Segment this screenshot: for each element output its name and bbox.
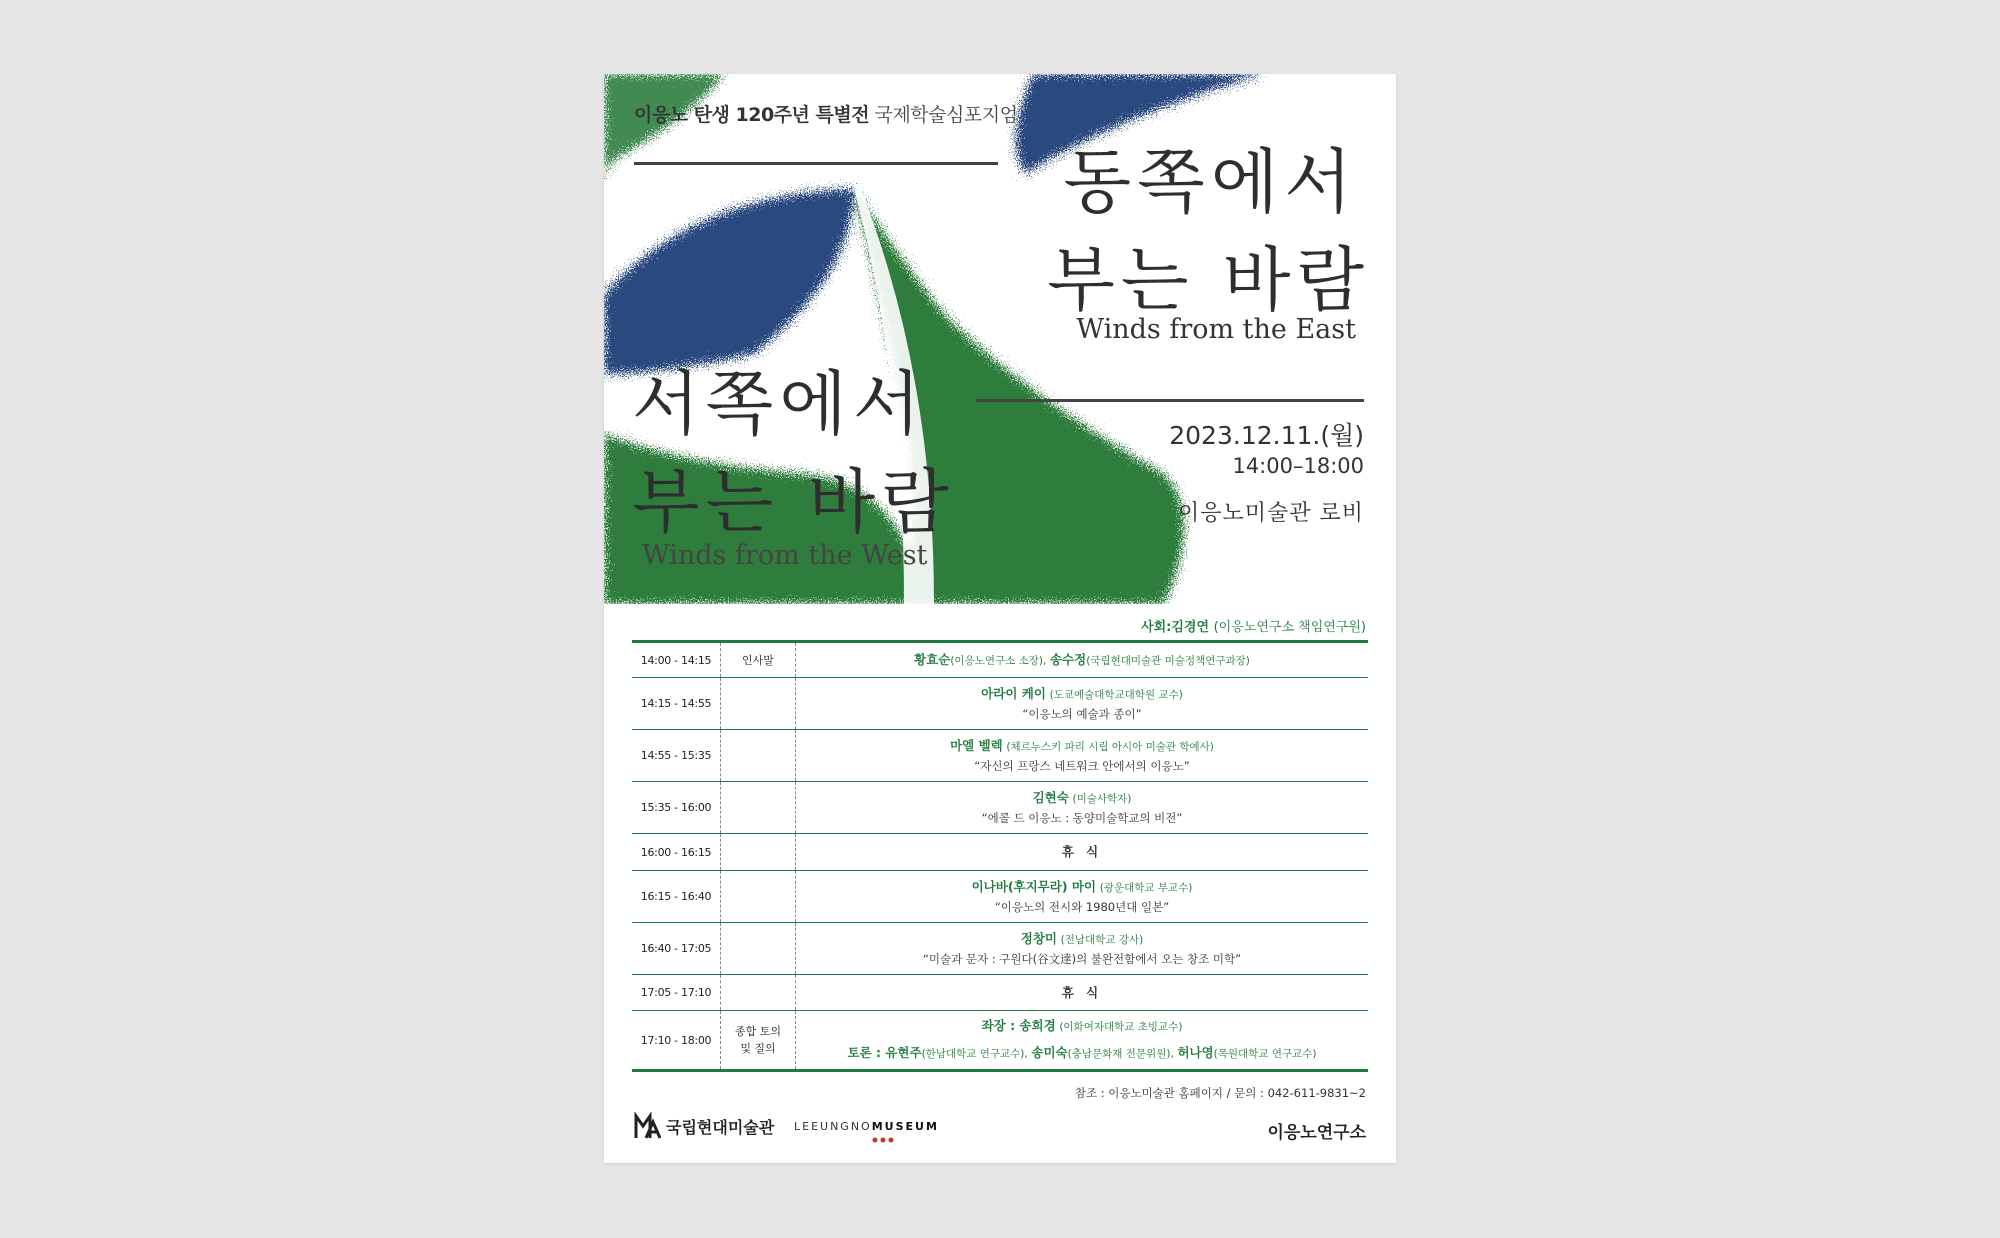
talk-title: “미술과 문자 : 구원다(谷文達)의 불완전함에서 오는 창조 미학”	[922, 951, 1242, 966]
contact-reference: 참조 : 이응노미술관 홈페이지 / 문의 : 042-611-9831~2	[1074, 1086, 1366, 1100]
row-content	[796, 782, 1369, 834]
title-east-english: Winds from the East	[1076, 314, 1356, 345]
row-time: 16:15 - 16:40	[632, 871, 721, 923]
talk-title: “자신의 프랑스 네트워크 안에서의 이응노”	[974, 758, 1190, 773]
title-west-line1: 서쪽에서	[632, 363, 927, 445]
row-kind	[721, 871, 796, 923]
mmca-mark-icon	[634, 1112, 662, 1140]
poster	[604, 74, 1396, 1163]
talk-title: “이응노의 예술과 종이”	[1022, 706, 1142, 721]
chair-name: 좌장 : 송희경	[981, 1018, 1056, 1033]
event-venue: 이응노미술관 로비	[1177, 501, 1364, 526]
panelist-name: 토론 : 유현주	[847, 1045, 922, 1060]
speaker-name: 아라이 케이	[981, 685, 1046, 701]
speaker-affiliation: (도쿄예술대학교대학원 교수)	[1049, 688, 1183, 701]
break-label: 휴 식	[1061, 984, 1103, 1000]
event-date: 2023.12.11.(월)	[1169, 421, 1364, 450]
table-row	[632, 923, 1368, 975]
row-content	[796, 730, 1369, 782]
panelist-affiliation: (목원대학교 연구교수)	[1213, 1048, 1317, 1060]
chair-affiliation: (이화여자대학교 초빙교수)	[1059, 1021, 1183, 1033]
row-time: 14:55 - 15:35	[632, 730, 721, 782]
moderator	[1141, 616, 1366, 635]
subtitle-rest: 국제학술심포지엄	[874, 104, 1018, 126]
table-row	[632, 642, 1368, 678]
table-row	[632, 871, 1368, 923]
row-time: 14:15 - 14:55	[632, 678, 721, 730]
speaker-name: 황효순	[914, 651, 951, 667]
table-row	[632, 678, 1368, 730]
title-east-line1: 동쪽에서	[1063, 141, 1358, 223]
event-time: 14:00–18:00	[1232, 454, 1364, 478]
panelist-name: 허나영	[1177, 1045, 1214, 1060]
speaker-name: 정창미	[1020, 930, 1058, 946]
moderator-name: 사회:김경연	[1141, 620, 1210, 635]
speaker-affiliation: (체르누스키 파리 시립 아시아 미술관 학예사)	[1006, 740, 1214, 753]
row-content	[796, 678, 1369, 730]
leeungno-museum-logo	[794, 1120, 939, 1133]
row-time: 17:05 - 17:10	[632, 975, 721, 1011]
row-time: 16:00 - 16:15	[632, 834, 721, 871]
row-kind	[721, 782, 796, 834]
row-content	[796, 871, 1369, 923]
row-time: 17:10 - 18:00	[640, 1033, 712, 1047]
speaker-affiliation: (전남대학교 강사)	[1060, 933, 1144, 946]
panelist-affiliation: (충남문화재 전문위원),	[1067, 1048, 1174, 1060]
table-row	[632, 1011, 1368, 1071]
row-content	[796, 1011, 1369, 1071]
right-rule	[976, 399, 1364, 402]
speaker-affiliation: (이응노연구소 소장),	[950, 654, 1047, 667]
row-content	[796, 975, 1369, 1011]
title-east-line2: 부는 바람	[1047, 239, 1370, 321]
table-row	[632, 975, 1368, 1011]
title-west-english: Winds from the West	[642, 540, 928, 571]
mmca-logo	[634, 1112, 774, 1140]
row-time: 14:00 - 14:15	[632, 642, 721, 678]
speaker-name: 이나바(후지무라) 마이	[971, 878, 1097, 894]
row-time: 16:40 - 17:05	[632, 923, 721, 975]
row-content	[796, 834, 1369, 871]
mmca-name: 국립현대미술관	[666, 1117, 775, 1137]
speaker-name: 마엘 벨렉	[950, 737, 1003, 753]
speaker-affiliation: (국립현대미술관 미술정책연구과장)	[1086, 654, 1250, 667]
title-west-line2: 부는 바람	[632, 461, 955, 543]
talk-title: “이응노의 전시와 1980년대 일본”	[994, 899, 1170, 914]
row-kind: 종합 토의 및 질의	[721, 1011, 796, 1071]
talk-title: “에콜 드 이응노 : 동양미술학교의 비전”	[981, 810, 1183, 825]
table-row	[632, 730, 1368, 782]
leeungno-institute-logo: 이응노연구소	[1267, 1123, 1366, 1143]
row-kind	[721, 834, 796, 871]
row-kind	[721, 975, 796, 1011]
speaker-name: 송수정	[1049, 651, 1087, 667]
row-kind	[721, 730, 796, 782]
row-kind	[721, 923, 796, 975]
row-kind: 인사말	[721, 642, 796, 678]
break-label: 휴 식	[1061, 844, 1103, 859]
schedule-table	[632, 640, 1368, 1072]
row-kind	[721, 678, 796, 730]
museum-dots-icon	[870, 1136, 900, 1144]
subtitle-bold: 이응노 탄생 120주년 특별전	[634, 104, 870, 126]
table-row	[632, 782, 1368, 834]
speaker-affiliation: (미술사학자)	[1072, 792, 1132, 805]
top-left-rule	[634, 162, 998, 165]
moderator-affiliation: (이응노연구소 책임연구원)	[1213, 620, 1366, 635]
museum-logo-text: LEEUNGNO	[794, 1120, 872, 1133]
symposium-subtitle	[634, 100, 1017, 127]
row-time: 15:35 - 16:00	[632, 782, 721, 834]
speaker-affiliation: (광운대학교 부교수)	[1099, 881, 1193, 894]
row-content	[796, 642, 1369, 678]
speaker-name: 김현숙	[1032, 789, 1069, 805]
panelist-affiliation: (한남대학교 연구교수),	[921, 1048, 1028, 1060]
table-row	[632, 834, 1368, 871]
panelist-name: 송미숙	[1031, 1045, 1068, 1060]
row-content	[796, 923, 1369, 975]
museum-logo-bold: MUSEUM	[871, 1120, 939, 1133]
